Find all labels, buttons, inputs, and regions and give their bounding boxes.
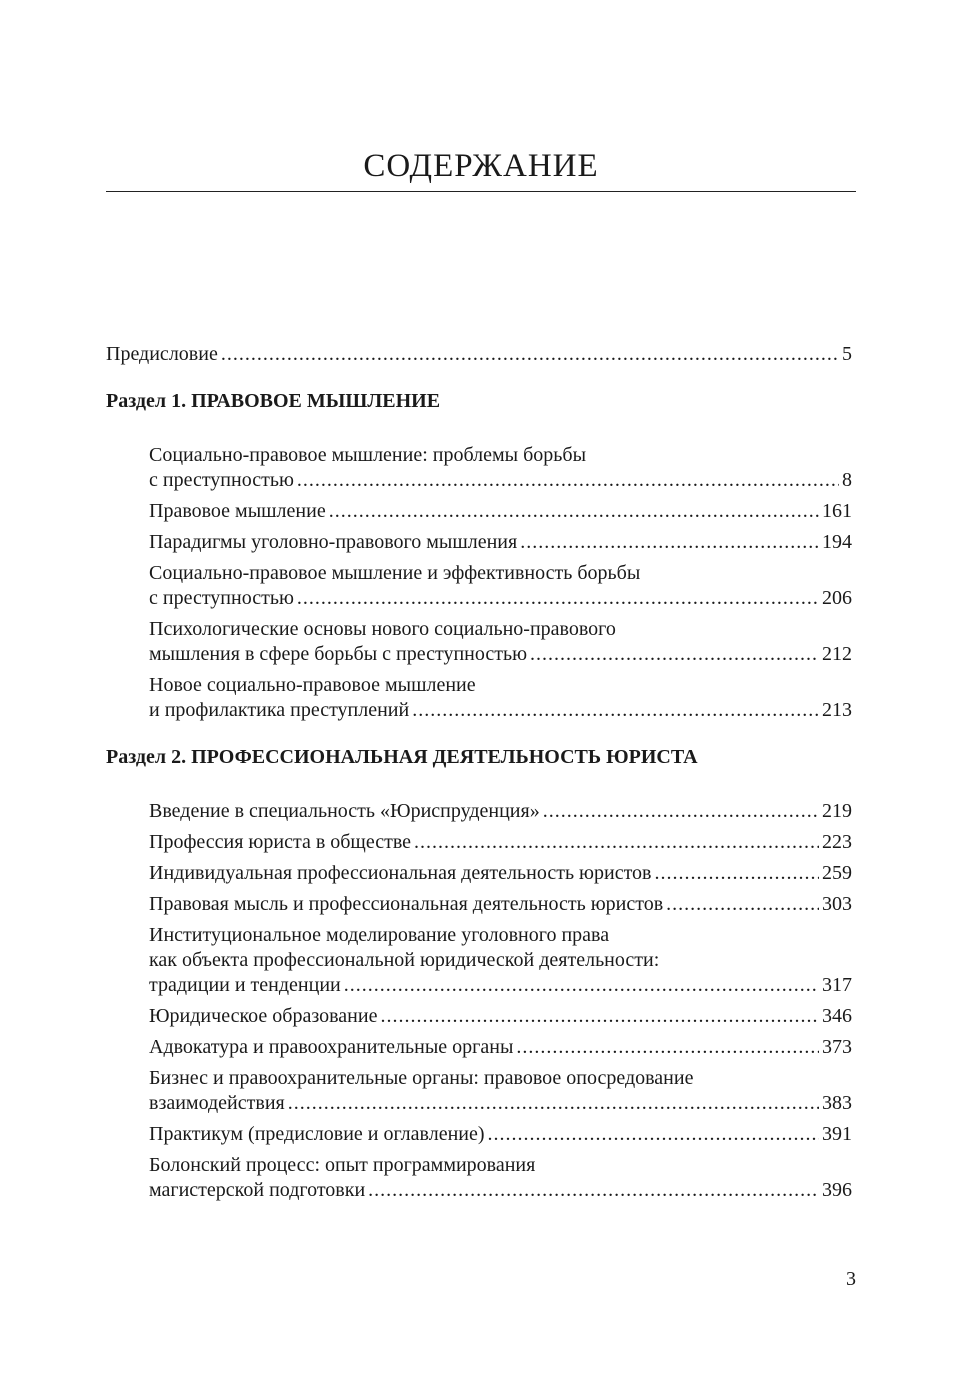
toc-entry-line: с преступностью bbox=[149, 587, 294, 609]
leader-dots bbox=[329, 499, 819, 524]
toc-entry[interactable] bbox=[149, 443, 852, 493]
toc-entry-line: Бизнес и правоохранительные органы: правовое опосредование bbox=[149, 1067, 694, 1089]
leader-dots bbox=[543, 799, 819, 824]
toc-entry-line: Правовая мысль и профессиональная деятельность юристов bbox=[149, 893, 664, 915]
toc-entry-line: взаимодействия bbox=[149, 1092, 285, 1114]
toc-entry[interactable] bbox=[149, 1122, 852, 1147]
leader-dots bbox=[520, 530, 819, 555]
section-2-entries bbox=[106, 799, 852, 1203]
toc-entry-line: с преступностью bbox=[149, 469, 294, 491]
toc-page-number: 396 bbox=[822, 1179, 852, 1201]
section-2-heading: Раздел 2. ПРОФЕССИОНАЛЬНАЯ ДЕЯТЕЛЬНОСТЬ ЮРИСТА bbox=[106, 746, 698, 768]
toc-entry[interactable] bbox=[149, 561, 852, 611]
page-title: СОДЕРЖАНИЕ bbox=[363, 148, 599, 184]
toc-entry[interactable] bbox=[149, 892, 852, 917]
page-number: 3 bbox=[846, 1268, 856, 1290]
toc-page-number: 391 bbox=[822, 1123, 852, 1145]
toc-entry-line: и профилактика преступлений bbox=[149, 699, 410, 721]
toc-entry-line: Практикум (предисловие и оглавление) bbox=[149, 1123, 485, 1145]
toc-entry[interactable] bbox=[149, 923, 852, 998]
toc-entry-line: Профессия юриста в обществе bbox=[149, 831, 412, 853]
toc-entry[interactable] bbox=[149, 1035, 852, 1060]
toc-entry-line: магистерской подготовки bbox=[149, 1179, 366, 1201]
leader-dots bbox=[516, 1035, 819, 1060]
table-of-contents bbox=[106, 342, 852, 1209]
toc-entry[interactable] bbox=[149, 617, 852, 667]
toc-page-number: 194 bbox=[822, 531, 852, 553]
toc-page-number: 383 bbox=[822, 1092, 852, 1114]
leader-dots bbox=[666, 892, 819, 917]
leader-dots bbox=[655, 861, 820, 886]
leader-dots bbox=[530, 642, 819, 667]
toc-entry-line: Новое социально-правовое мышление bbox=[149, 674, 476, 696]
toc-entry[interactable] bbox=[149, 499, 852, 524]
leader-dots bbox=[288, 1091, 819, 1116]
leader-dots bbox=[380, 1004, 819, 1029]
section-1-heading: Раздел 1. ПРАВОВОЕ МЫШЛЕНИЕ bbox=[106, 390, 441, 412]
toc-entry-line: как объекта профессиональной юридической деятельности: bbox=[149, 949, 660, 971]
toc-entry-line: мышления в сфере борьбы с преступностью bbox=[149, 643, 528, 665]
leader-dots bbox=[368, 1178, 819, 1203]
toc-entry-line: Болонский процесс: опыт программирования bbox=[149, 1154, 536, 1176]
toc-page-number: 317 bbox=[822, 974, 852, 996]
toc-page-number: 8 bbox=[842, 469, 852, 491]
leader-dots bbox=[488, 1122, 819, 1147]
toc-entry[interactable] bbox=[149, 530, 852, 555]
toc-entry-line: Индивидуальная профессиональная деятельность юристов bbox=[149, 862, 652, 884]
leader-dots bbox=[221, 342, 839, 367]
toc-entry-line: Адвокатура и правоохранительные органы bbox=[149, 1036, 514, 1058]
toc-entry-line: Институциональное моделирование уголовного права bbox=[149, 924, 610, 946]
toc-entry-line: традиции и тенденции bbox=[149, 974, 341, 996]
toc-entry-line: Введение в специальность «Юриспруденция» bbox=[149, 800, 540, 822]
toc-entry-line: Парадигмы уголовно-правового мышления bbox=[149, 531, 518, 553]
toc-page-number: 5 bbox=[842, 343, 852, 365]
section-1-entries bbox=[106, 443, 852, 723]
toc-page-number: 346 bbox=[822, 1005, 852, 1027]
toc-page-number: 373 bbox=[822, 1036, 852, 1058]
toc-entry-preface[interactable] bbox=[106, 342, 852, 367]
toc-page-number: 219 bbox=[822, 800, 852, 822]
toc-entry[interactable] bbox=[149, 673, 852, 723]
toc-entry-line: Социально-правовое мышление: проблемы борьбы bbox=[149, 444, 587, 466]
toc-page-number: 223 bbox=[822, 831, 852, 853]
toc-entry-line: Правовое мышление bbox=[149, 500, 326, 522]
toc-entry-line: Психологические основы нового социально-правового bbox=[149, 618, 616, 640]
toc-page-number: 212 bbox=[822, 643, 852, 665]
toc-page-number: 161 bbox=[822, 500, 852, 522]
leader-dots bbox=[297, 468, 839, 493]
toc-page-number: 213 bbox=[822, 699, 852, 721]
leader-dots bbox=[414, 830, 819, 855]
toc-entry-line: Социально-правовое мышление и эффективность борьбы bbox=[149, 562, 641, 584]
toc-entry[interactable] bbox=[149, 1066, 852, 1116]
toc-entry[interactable] bbox=[149, 1004, 852, 1029]
leader-dots bbox=[412, 698, 819, 723]
toc-page-number: 259 bbox=[822, 862, 852, 884]
leader-dots bbox=[297, 586, 819, 611]
toc-entry[interactable] bbox=[149, 830, 852, 855]
toc-entry[interactable] bbox=[149, 861, 852, 886]
toc-entry-line: Юридическое образование bbox=[149, 1005, 378, 1027]
toc-page-number: 303 bbox=[822, 893, 852, 915]
leader-dots bbox=[344, 973, 819, 998]
toc-entry[interactable] bbox=[149, 1153, 852, 1203]
toc-entry[interactable] bbox=[149, 799, 852, 824]
toc-entry-title: Предисловие bbox=[106, 343, 218, 365]
title-divider bbox=[106, 191, 856, 192]
toc-page-number: 206 bbox=[822, 587, 852, 609]
